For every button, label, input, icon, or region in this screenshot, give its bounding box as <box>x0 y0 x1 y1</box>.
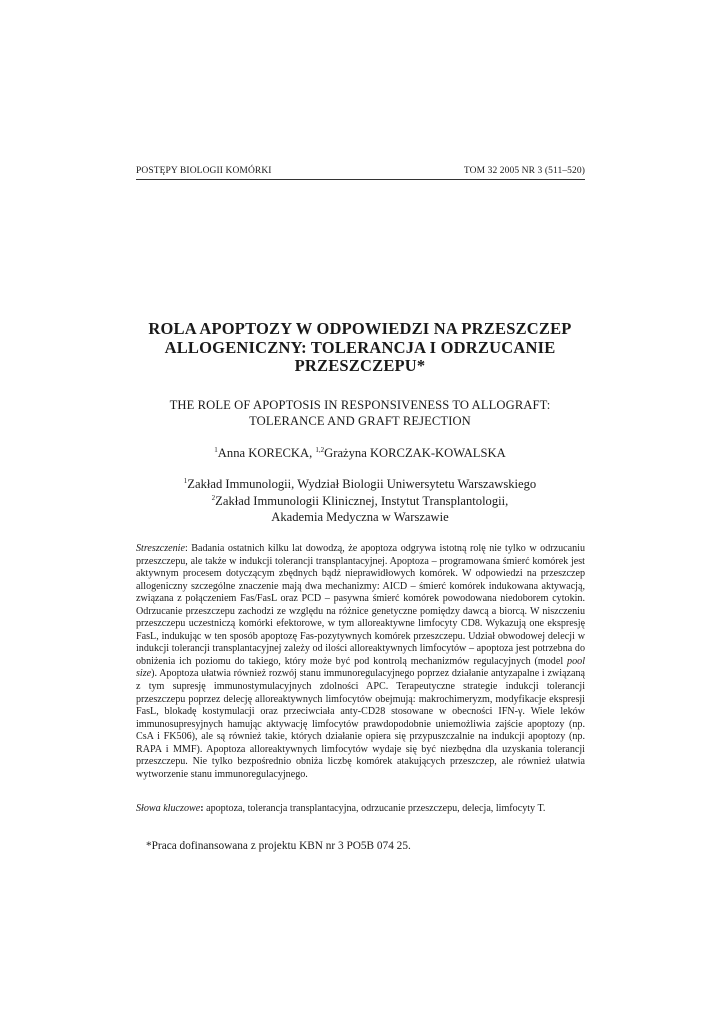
running-header <box>136 166 585 180</box>
author-name: Anna KORECKA, <box>217 446 316 460</box>
keywords-colon: : <box>200 803 207 814</box>
affiliation-1: $^1$Zakład Immunologii, Wydział Biologii Uniwersytetu Warszawskiego <box>183 477 537 491</box>
english-title <box>130 397 590 429</box>
abstract-text: : Badania ostatnich kilku lat dowodzą, że apoptoza odgrywa istotną rolę nie tylko w odrzucaniu przeszczepu, ale także w indukcji tolerancji transplantacyjnej. Apoptoza – programowana śmierć komórek jest aktywnym procesem dotyczącym zbędnych bądź nieprawidłowych komórek. W odpowiedzi na przeszczep allogeniczny szczególne znaczenie mają dwa mechanizmy: AICD – śmierć komórek indukowana aktywacją, związana z połączeniem Fas/FasL oraz PCD – pasywna śmierć komórek powodowana niedoborem cytokin. Odrzucanie przeszczepu zachodzi ze względu na różnice genetyczne pomiędzy dawcą a biorcą. W niszczeniu przeszczepu uczestniczą komórki efektorowe, w tym alloreaktywne limfocyty CD8. Wykazują one ekspresję FasL, indukując w ten sposób apoptozę Fas-pozytywnych komórek przeszczepu. Udział obwodowej delecji w indukcji tolerancji transplantacyjnej zależy od ilości alloreaktywnych limfocytów – apoptoza jest potrzebna do obniżenia ich poziomu do takiego, który może być pod kontrolą mechanizmów regulacyjnych (model <box>136 543 585 667</box>
author-name: Grażyna KORCZAK-KOWALSKA <box>324 446 506 460</box>
affiliations <box>130 476 590 526</box>
article-title <box>130 320 590 376</box>
keywords-text: apoptoza, tolerancja transplantacyjna, odrzucanie przeszczepu, delecja, limfocyty T. <box>206 803 546 814</box>
title-line: PRZESZCZEPU* <box>294 356 426 375</box>
volume-info: TOM 32 2005 NR 3 (511–520) <box>463 166 585 176</box>
abstract-label: Streszczenie <box>136 543 185 554</box>
english-title-line: THE ROLE OF APOPTOSIS IN RESPONSIVENESS TO ALLOGRAFT: <box>169 398 551 412</box>
keywords-label: Słowa kluczowe <box>136 803 201 814</box>
author-affiliation-mark: 1,2 <box>315 446 325 454</box>
affiliation-2-continued: Akademia Medyczna w Warszawie <box>271 510 449 524</box>
funding-footnote: *Praca dofinansowana z projektu KBN nr 3 PO5B 074 25. <box>146 840 411 852</box>
abstract-italic-term: pool size <box>136 655 585 680</box>
author-affiliation-mark: 1 <box>214 446 218 454</box>
affiliation-mark: 1 <box>183 477 188 485</box>
title-line: ROLA APOPTOZY W ODPOWIEDZI NA PRZESZCZEP <box>148 319 572 338</box>
header-rule <box>136 179 585 180</box>
affiliation-mark: 2 <box>211 493 216 502</box>
journal-name: POSTĘPY BIOLOGII KOMÓRKI <box>136 166 272 176</box>
abstract <box>136 543 585 781</box>
authors <box>130 446 590 461</box>
keywords <box>136 803 585 816</box>
english-title-line: TOLERANCE AND GRAFT REJECTION <box>249 414 471 428</box>
abstract-text: ). Apoptoza ułatwia również rozwój stanu immunoregulacyjnego poprzez działanie antyzapalne i związaną z tym supresję immunostymulacyjnych zdolności APC. Terapeutyczne strategie indukcji tolerancji przeszczepu poprzez delecję alloreaktywnych limfocytów obejmują: makrochimeryzm, modyfikacje ekspresji FasL, blokadę kostymulacji oraz przeciwciała anty-CD28 stosowane w obecności IFN-γ. Wiele leków immunosupresyjnych hamując aktywację limfocytów prawdopodobnie uniemożliwia zajście apoptozy (np. CsA i FK506), ale są również takie, których działanie opiera się przypuszczalnie na indukcji apoptozy (np. RAPA i MMF). Apoptoza alloreaktywnych limfocytów wydaje się być niezbędna dla uzyskania tolerancji przeszczepu. Nie tylko bezpośrednio obniża liczbę komórek atakujących przeszczep, ale również ułatwia wytworzenie stanu immunoregulacyjnego. <box>136 668 585 780</box>
affiliation-2: $^2$Zakład Immunologii Klinicznej, Instytut Transplantologii, <box>211 493 509 508</box>
title-line: ALLOGENICZNY: TOLERANCJA I ODRZUCANIE <box>164 337 556 357</box>
